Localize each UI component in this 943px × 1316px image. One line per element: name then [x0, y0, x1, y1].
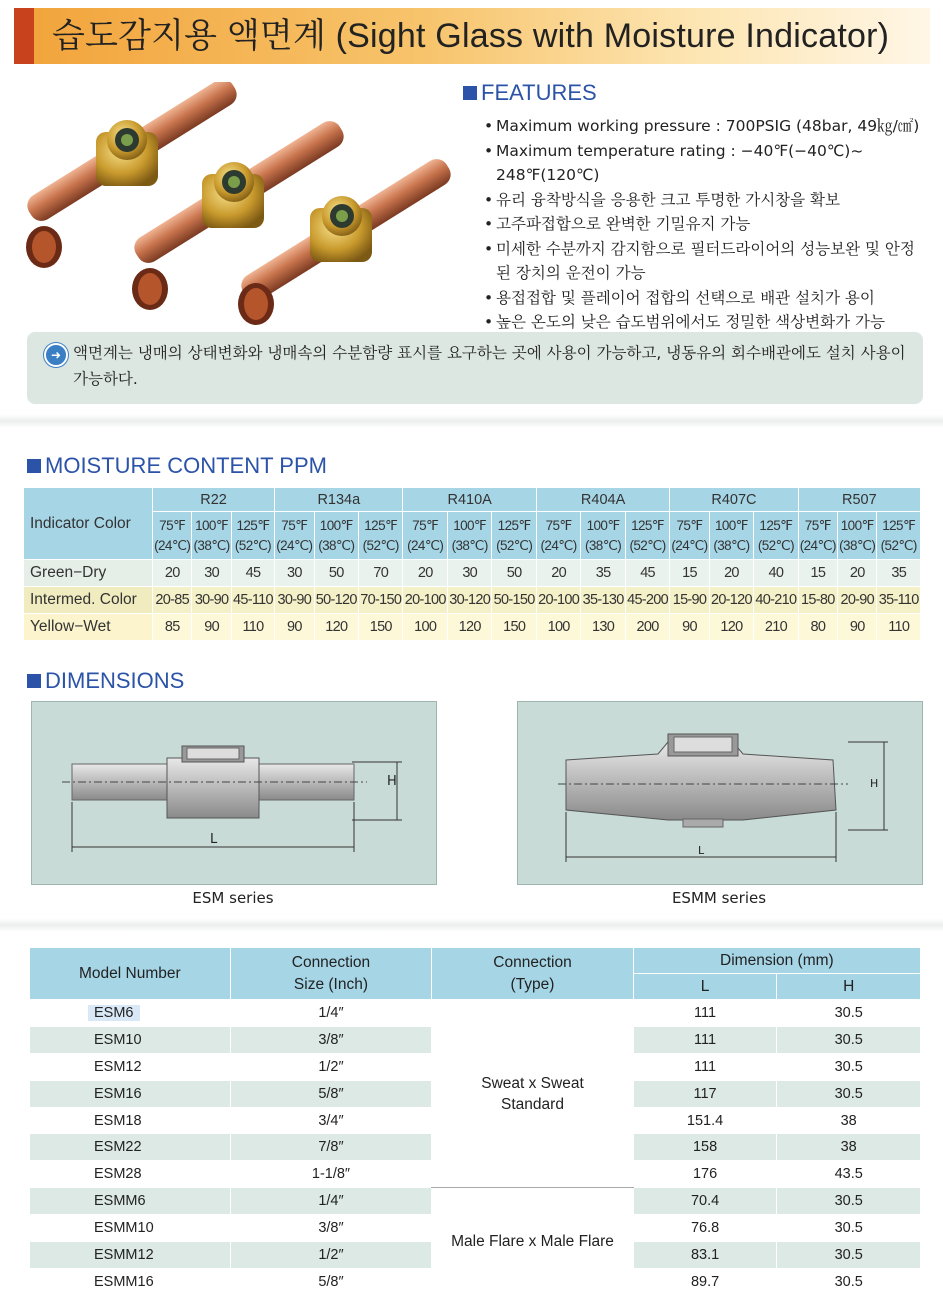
dimension-h-cell: 30.5 — [777, 1026, 921, 1053]
ppm-value: 35 — [877, 560, 921, 587]
refrigerant-header: R407C — [670, 488, 798, 512]
title-accent — [14, 8, 34, 64]
ppm-value: 15 — [798, 560, 837, 587]
features-list — [484, 114, 924, 335]
l-label: L — [210, 832, 218, 847]
table-row — [30, 1188, 921, 1215]
esmm-caption: ESMM series — [671, 889, 767, 907]
connection-size-cell: 1/4″ — [230, 1188, 432, 1215]
ppm-value: 150 — [492, 614, 536, 641]
refrigerant-header: R410A — [403, 488, 536, 512]
dimension-h-cell: 43.5 — [777, 1161, 921, 1188]
connection-size-header: Connection Size (Inch) — [230, 948, 432, 1000]
feature-item: • Maximum working pressure : 700PSIG (48bar, 49㎏/㎠) — [484, 114, 924, 139]
ppm-value: 30-90 — [192, 587, 231, 614]
ppm-value: 90 — [838, 614, 877, 641]
model-number-cell: ESM10 — [30, 1026, 231, 1053]
ppm-value: 70-150 — [359, 587, 403, 614]
temperature-header: 100℉ (38℃) — [192, 512, 231, 560]
ppm-value: 20-85 — [153, 587, 192, 614]
ppm-value: 15-80 — [798, 587, 837, 614]
refrigerant-header: R134a — [275, 488, 403, 512]
dimension-l-cell: 70.4 — [633, 1188, 777, 1215]
ppm-value: 45-200 — [625, 587, 669, 614]
ppm-value: 130 — [581, 614, 625, 641]
ppm-value: 20 — [536, 560, 580, 587]
ppm-value: 110 — [231, 614, 274, 641]
table-row — [24, 560, 921, 587]
ppm-value: 20 — [838, 560, 877, 587]
temperature-row — [24, 512, 921, 560]
refrigerant-header: R404A — [536, 488, 669, 512]
dimension-l-cell: 117 — [633, 1080, 777, 1107]
dimension-l-cell: 76.8 — [633, 1215, 777, 1242]
ppm-value: 20-100 — [403, 587, 447, 614]
indicator-color-label: Intermed. Color — [24, 587, 153, 614]
temperature-header: 125℉ (52℃) — [231, 512, 274, 560]
model-table — [29, 947, 921, 1296]
temperature-header: 75℉ (24℃) — [275, 512, 314, 560]
table-row — [24, 614, 921, 641]
ppm-value: 200 — [625, 614, 669, 641]
connection-size-cell: 3/4″ — [230, 1107, 432, 1134]
model-number-cell: ESM18 — [30, 1107, 231, 1134]
ppm-value: 50-150 — [492, 587, 536, 614]
feature-item: • 용접접합 및 플레이어 접합의 선택으로 배관 설치가 용이 — [484, 286, 924, 311]
refrigerant-header: R22 — [153, 488, 275, 512]
ppm-value: 40 — [754, 560, 798, 587]
model-number-cell: ESMM10 — [30, 1215, 231, 1242]
feature-item: • 미세한 수분까지 감지함으로 필터드라이어의 성능보완 및 안정된 장치의 운전이 가능 — [484, 237, 924, 286]
ppm-value: 70 — [359, 560, 403, 587]
indicator-color-label: Yellow−Wet — [24, 614, 153, 641]
feature-item: • Maximum temperature rating : −40℉(−40℃)~ 248℉(120℃) — [484, 139, 924, 188]
dimension-h-cell: 30.5 — [777, 1188, 921, 1215]
connection-size-cell: 7/8″ — [230, 1134, 432, 1161]
ppm-value: 90 — [670, 614, 709, 641]
temperature-header: 100℉ (38℃) — [838, 512, 877, 560]
connection-size-cell: 1/2″ — [230, 1053, 432, 1080]
dimension-h-cell: 30.5 — [777, 1242, 921, 1269]
model-number-cell: ESMM12 — [30, 1242, 231, 1269]
dimension-h-cell: 30.5 — [777, 1268, 921, 1295]
ppm-value: 80 — [798, 614, 837, 641]
ppm-value: 20-100 — [536, 587, 580, 614]
connection-size-cell: 5/8″ — [230, 1268, 432, 1295]
ppm-value: 30-90 — [275, 587, 314, 614]
ppm-value: 15 — [670, 560, 709, 587]
ppm-value: 30 — [192, 560, 231, 587]
ppm-value: 210 — [754, 614, 798, 641]
page-title: 습도감지용 액면계 (Sight Glass with Moisture Indicator) — [52, 17, 890, 55]
feature-item: • 고주파접합으로 완벽한 기밀유지 가능 — [484, 212, 924, 237]
ppm-value: 45-110 — [231, 587, 274, 614]
temperature-header: 125℉ (52℃) — [625, 512, 669, 560]
model-number-cell: ESM12 — [30, 1053, 231, 1080]
ppm-value: 20 — [709, 560, 753, 587]
connection-size-cell: 1-1/8″ — [230, 1161, 432, 1188]
dimension-h-cell: 38 — [777, 1107, 921, 1134]
arrow-right-icon: ➜ — [44, 343, 68, 367]
ppm-value: 30 — [275, 560, 314, 587]
h-label: H — [870, 777, 879, 790]
esm-drawing-box — [31, 701, 437, 885]
model-number-cell: ESM28 — [30, 1161, 231, 1188]
dimension-h-cell: 38 — [777, 1134, 921, 1161]
temperature-header: 125℉ (52℃) — [359, 512, 403, 560]
model-number-cell: ESMM6 — [30, 1188, 231, 1215]
ppm-value: 20 — [403, 560, 447, 587]
ppm-value: 50 — [492, 560, 536, 587]
ppm-value: 85 — [153, 614, 192, 641]
ppm-value: 30-120 — [447, 587, 491, 614]
indicator-color-label: Green−Dry — [24, 560, 153, 587]
temperature-header: 100℉ (38℃) — [709, 512, 753, 560]
dimension-h-cell: 30.5 — [777, 1000, 921, 1027]
ppm-value: 35-110 — [877, 587, 921, 614]
dimension-l-cell: 158 — [633, 1134, 777, 1161]
table-row — [30, 1000, 921, 1027]
ppm-value: 45 — [625, 560, 669, 587]
ppm-value: 110 — [877, 614, 921, 641]
ppm-value: 150 — [359, 614, 403, 641]
model-number-cell: ESM22 — [30, 1134, 231, 1161]
ppm-value: 90 — [275, 614, 314, 641]
ppm-value: 20-120 — [709, 587, 753, 614]
h-label: H — [387, 774, 397, 789]
esmm-drawing — [518, 702, 922, 884]
temperature-header: 125℉ (52℃) — [492, 512, 536, 560]
dimension-h-cell: 30.5 — [777, 1080, 921, 1107]
dimension-l-cell: 89.7 — [633, 1268, 777, 1295]
ppm-value: 120 — [447, 614, 491, 641]
ppm-value: 35 — [581, 560, 625, 587]
temperature-header: 75℉ (24℃) — [798, 512, 837, 560]
connection-size-cell: 1/2″ — [230, 1242, 432, 1269]
esm-caption: ESM series — [192, 889, 274, 907]
note-text: 액면계는 냉매의 상태변화와 냉매속의 수분함량 표시를 요구하는 곳에 사용이 가능하고, 냉동유의 회수배관에도 설치 사용이 가능하다. — [73, 344, 906, 388]
section-divider — [0, 414, 943, 428]
feature-item: • 유리 융착방식을 응용한 크고 투명한 가시창을 확보 — [484, 188, 924, 213]
moisture-table — [23, 487, 921, 641]
product-photo — [14, 82, 466, 330]
esmm-drawing-box — [517, 701, 923, 885]
ppm-value: 20 — [153, 560, 192, 587]
connection-size-cell: 3/8″ — [230, 1026, 432, 1053]
ppm-value: 120 — [314, 614, 358, 641]
ppm-value: 120 — [709, 614, 753, 641]
temperature-header: 75℉ (24℃) — [403, 512, 447, 560]
dimension-l-cell: 176 — [633, 1161, 777, 1188]
ppm-value: 50-120 — [314, 587, 358, 614]
section-divider — [0, 918, 943, 932]
connection-type-header: Connection (Type) — [432, 948, 634, 1000]
ppm-value: 90 — [192, 614, 231, 641]
feature-item: • 높은 온도의 낮은 습도범위에서도 정밀한 색상변화가 가능 — [484, 310, 924, 335]
connection-size-cell: 5/8″ — [230, 1080, 432, 1107]
heading-square-icon — [27, 459, 41, 473]
connection-type-cell: Male Flare x Male Flare — [432, 1188, 634, 1296]
connection-size-cell: 3/8″ — [230, 1215, 432, 1242]
ppm-value: 45 — [231, 560, 274, 587]
dimension-l-cell: 111 — [633, 1026, 777, 1053]
indicator-color-header: Indicator Color — [24, 488, 153, 560]
refrigerant-header: R507 — [798, 488, 920, 512]
dimension-header: Dimension (mm) — [633, 948, 920, 974]
dimension-h-cell: 30.5 — [777, 1053, 921, 1080]
ppm-value: 30 — [447, 560, 491, 587]
ppm-value: 15-90 — [670, 587, 709, 614]
ppm-value: 100 — [403, 614, 447, 641]
ppm-value: 50 — [314, 560, 358, 587]
temperature-header: 125℉ (52℃) — [754, 512, 798, 560]
temperature-header: 100℉ (38℃) — [581, 512, 625, 560]
esm-drawing — [32, 702, 436, 884]
dimension-h-header: H — [777, 974, 921, 1000]
model-number-cell: ESM6 — [30, 1000, 231, 1027]
features-heading: FEATURES — [463, 80, 597, 106]
dimension-h-cell: 30.5 — [777, 1215, 921, 1242]
dimension-l-cell: 83.1 — [633, 1242, 777, 1269]
temperature-header: 75℉ (24℃) — [153, 512, 192, 560]
dimension-l-cell: 111 — [633, 1053, 777, 1080]
l-label: L — [698, 844, 705, 857]
table-row — [24, 587, 921, 614]
temperature-header: 75℉ (24℃) — [670, 512, 709, 560]
dimension-l-header: L — [633, 974, 777, 1000]
dimension-l-cell: 151.4 — [633, 1107, 777, 1134]
ppm-value: 40-210 — [754, 587, 798, 614]
temperature-header: 100℉ (38℃) — [314, 512, 358, 560]
temperature-header: 75℉ (24℃) — [536, 512, 580, 560]
model-number-cell: ESM16 — [30, 1080, 231, 1107]
heading-square-icon — [463, 86, 477, 100]
dimension-l-cell: 111 — [633, 1000, 777, 1027]
ppm-value: 100 — [536, 614, 580, 641]
connection-size-cell: 1/4″ — [230, 1000, 432, 1027]
heading-square-icon — [27, 674, 41, 688]
model-number-header: Model Number — [30, 948, 231, 1000]
ppm-value: 20-90 — [838, 587, 877, 614]
moisture-heading: MOISTURE CONTENT PPM — [27, 453, 327, 479]
model-number-cell: ESMM16 — [30, 1268, 231, 1295]
temperature-header: 100℉ (38℃) — [447, 512, 491, 560]
ppm-value: 35-130 — [581, 587, 625, 614]
connection-type-cell: Sweat x Sweat Standard — [432, 1000, 634, 1188]
temperature-header: 125℉ (52℃) — [877, 512, 921, 560]
dimensions-heading: DIMENSIONS — [27, 668, 184, 694]
